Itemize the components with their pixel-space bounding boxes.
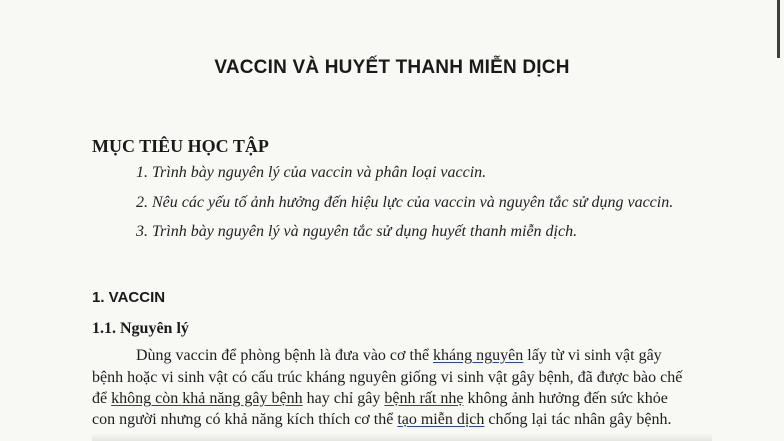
paragraph-line: bệnh hoặc vi sinh vật có cấu trúc kháng nguyên giống vi sinh vật gây bệnh, đã được bào chế — [92, 369, 683, 386]
document-title: VACCIN VÀ HUYẾT THANH MIỄN DỊCH — [214, 57, 570, 78]
paragraph-text: Dùng vaccin để phòng bệnh là đưa vào cơ thể — [136, 347, 434, 364]
paragraph-text: con người nhưng có khả năng kích thích cơ thể — [92, 411, 398, 428]
scan-edge-mark — [777, 0, 780, 58]
objective-item: 3. Trình bày nguyên lý và nguyên tắc sử dụng huyết thanh miễn dịch. — [136, 223, 578, 240]
underlined-term: kháng nguyên — [433, 347, 524, 364]
section-heading: 1. VACCIN — [92, 289, 166, 306]
next-line-fragment — [92, 433, 712, 441]
paragraph-text: để — [92, 390, 112, 407]
paragraph-text: không ảnh hưởng đến sức khỏe — [463, 390, 668, 407]
paragraph-line — [92, 411, 671, 429]
objective-item: 2. Nêu các yếu tố ảnh hưởng đến hiệu lực của vaccin và nguyên tắc sử dụng vaccin. — [136, 194, 674, 211]
paragraph-line — [92, 390, 668, 408]
paragraph-text: lấy từ vi sinh vật gây — [523, 347, 662, 364]
objectives-heading: MỤC TIÊU HỌC TẬP — [92, 136, 269, 156]
paragraph-line — [136, 347, 662, 365]
underlined-term: không còn khả năng gây bệnh — [111, 390, 303, 407]
subsection-heading: 1.1. Nguyên lý — [92, 320, 189, 337]
paragraph-text: hay chỉ gây — [302, 390, 385, 407]
underlined-term: bệnh rất nhẹ — [384, 390, 464, 407]
underlined-term: tạo miễn dịch — [397, 411, 485, 428]
objective-item: 1. Trình bày nguyên lý của vaccin và phân loại vaccin. — [136, 164, 487, 181]
paragraph-text: chống lại tác nhân gây bệnh. — [484, 411, 672, 428]
